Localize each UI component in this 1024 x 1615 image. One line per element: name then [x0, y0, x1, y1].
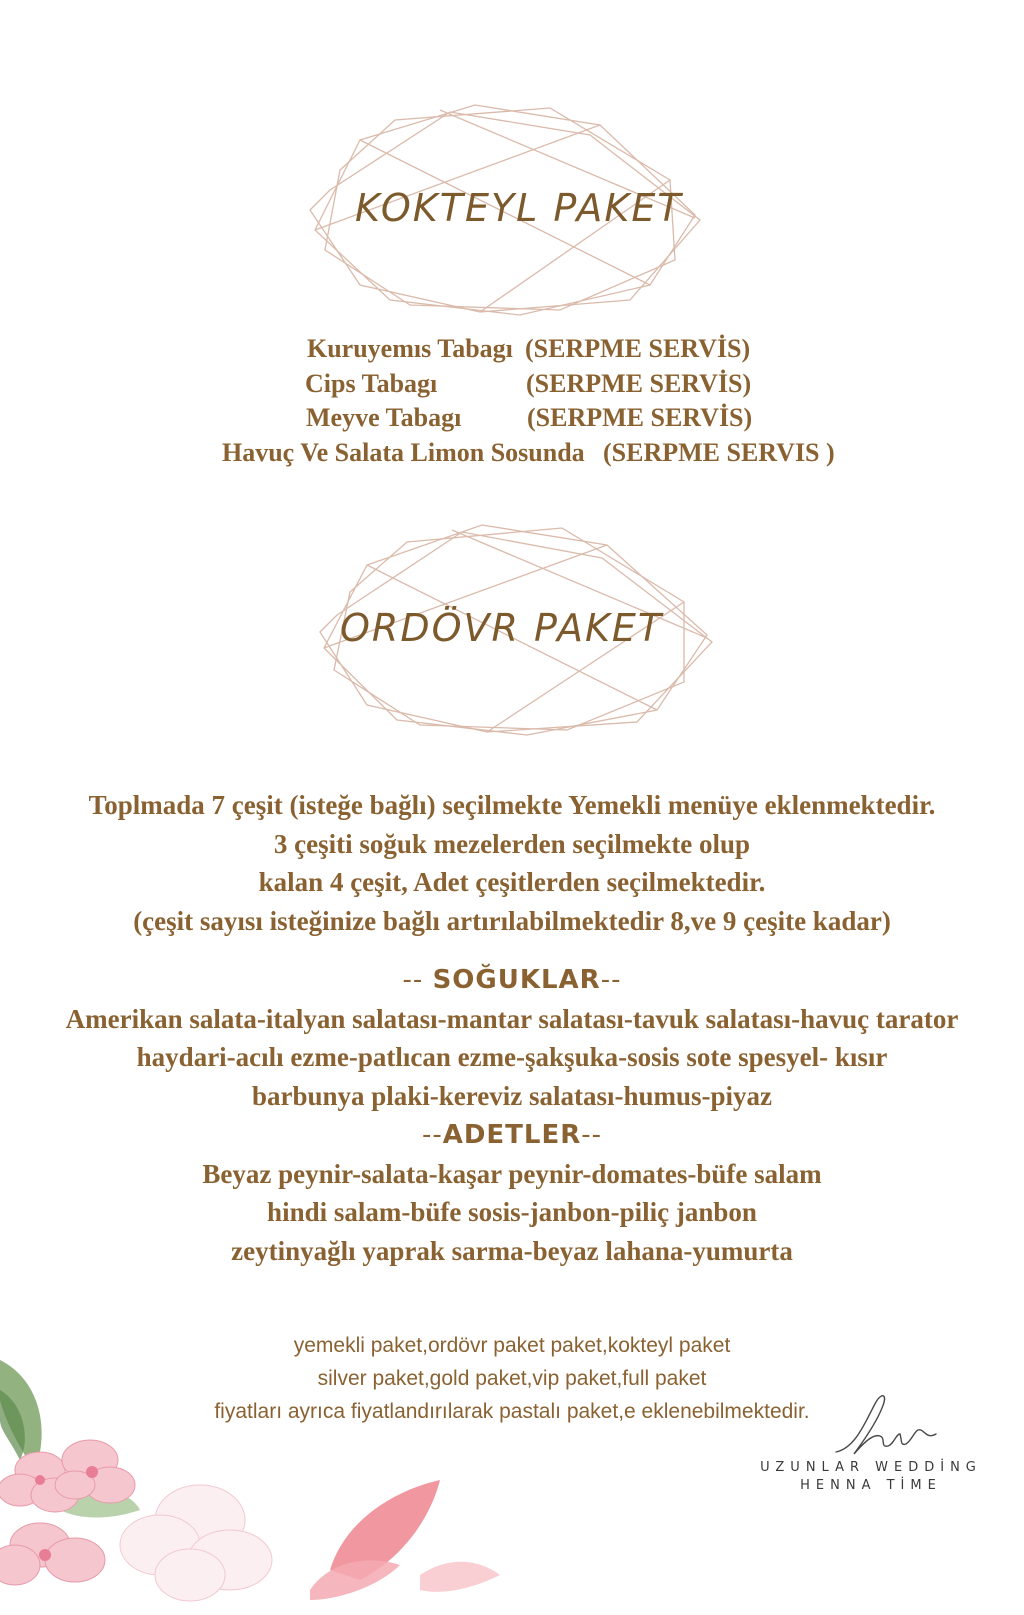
- flower-icon: [0, 1360, 520, 1610]
- intro-line: kalan 4 çeşit, Adet çeşitlerden seçilmektedir.: [258, 867, 766, 897]
- intro-line: (çeşit sayısı isteğinize bağlı artırılabilmektedir 8,ve 9 çeşite kadar): [133, 905, 891, 936]
- list-item: [0, 401, 1024, 436]
- kokteyl-item-list: [0, 332, 1024, 470]
- adetler-line: Beyaz peynir-salata-kaşar peynir-domates-büfe salam: [202, 1158, 822, 1189]
- kokteyl-title: KOKTEYL PAKET: [355, 186, 683, 230]
- item-service: (SERPME SERVİS): [526, 368, 752, 398]
- list-item: [0, 332, 1024, 367]
- item-service: (SERPME SERVIS ): [603, 437, 835, 467]
- ordovr-intro: [0, 786, 1024, 940]
- adetler-line: zeytinyağlı yaprak sarma-beyaz lahana-yumurta: [231, 1235, 793, 1266]
- soguklar-heading: [0, 960, 1024, 1000]
- note-line: silver paket,gold paket,vip paket,full paket: [317, 1367, 707, 1390]
- heading-prefix: --: [421, 1120, 443, 1150]
- love-signature-icon: [796, 1390, 946, 1460]
- heading-text: ADETLER: [442, 1120, 582, 1150]
- ordovr-title: ORDÖVR PAKET: [340, 606, 664, 650]
- item-name: Cips Tabagı: [305, 368, 438, 398]
- brand-line-2: HENNA TİME: [800, 1478, 942, 1493]
- adetler-heading: [0, 1115, 1024, 1155]
- menu-sections: [0, 960, 1024, 1270]
- item-service: (SERPME SERVİS): [527, 403, 753, 432]
- intro-line: 3 çeşiti soğuk mezelerden seçilmekte olup: [273, 828, 751, 859]
- intro-line: Toplmada 7 çeşit (isteğe bağlı) seçilmekte Yemekli menüye eklenmektedir.: [88, 790, 936, 820]
- item-name: Havuç Ve Salata Limon Sosunda: [222, 437, 585, 467]
- item-service: (SERPME SERVİS): [525, 334, 751, 363]
- soguklar-line: haydari-acılı ezme-patlıcan ezme-şakşuka-sosis sote spesyel- kısır: [136, 1042, 888, 1072]
- heading-prefix: --: [402, 965, 433, 995]
- list-item: [0, 367, 1024, 402]
- heading-suffix: --: [581, 1120, 603, 1150]
- heading-text: SOĞUKLAR: [432, 965, 601, 995]
- adetler-line: hindi salam-büfe sosis-janbon-piliç janbon: [267, 1197, 757, 1227]
- floral-decoration: [0, 1360, 520, 1615]
- note-line: fiyatları ayrıca fiyatlandırılarak pastalı paket,e eklenebilmektedir.: [214, 1400, 810, 1423]
- brand-line-1: UZUNLAR WEDDİNG: [760, 1460, 982, 1475]
- item-name: Kuruyemıs Tabagı: [307, 334, 513, 363]
- item-name: Meyve Tabagı: [306, 403, 462, 432]
- soguklar-line: barbunya plaki-kereviz salatası-humus-piyaz: [251, 1080, 773, 1111]
- list-item: [0, 436, 1024, 471]
- note-line: yemekli paket,ordövr paket paket,kokteyl paket: [293, 1334, 731, 1357]
- brand-logo: [756, 1390, 986, 1500]
- soguklar-line: Amerikan salata-italyan salatası-mantar salatası-tavuk salatası-havuç tarator: [65, 1003, 959, 1034]
- heading-suffix: --: [600, 965, 622, 995]
